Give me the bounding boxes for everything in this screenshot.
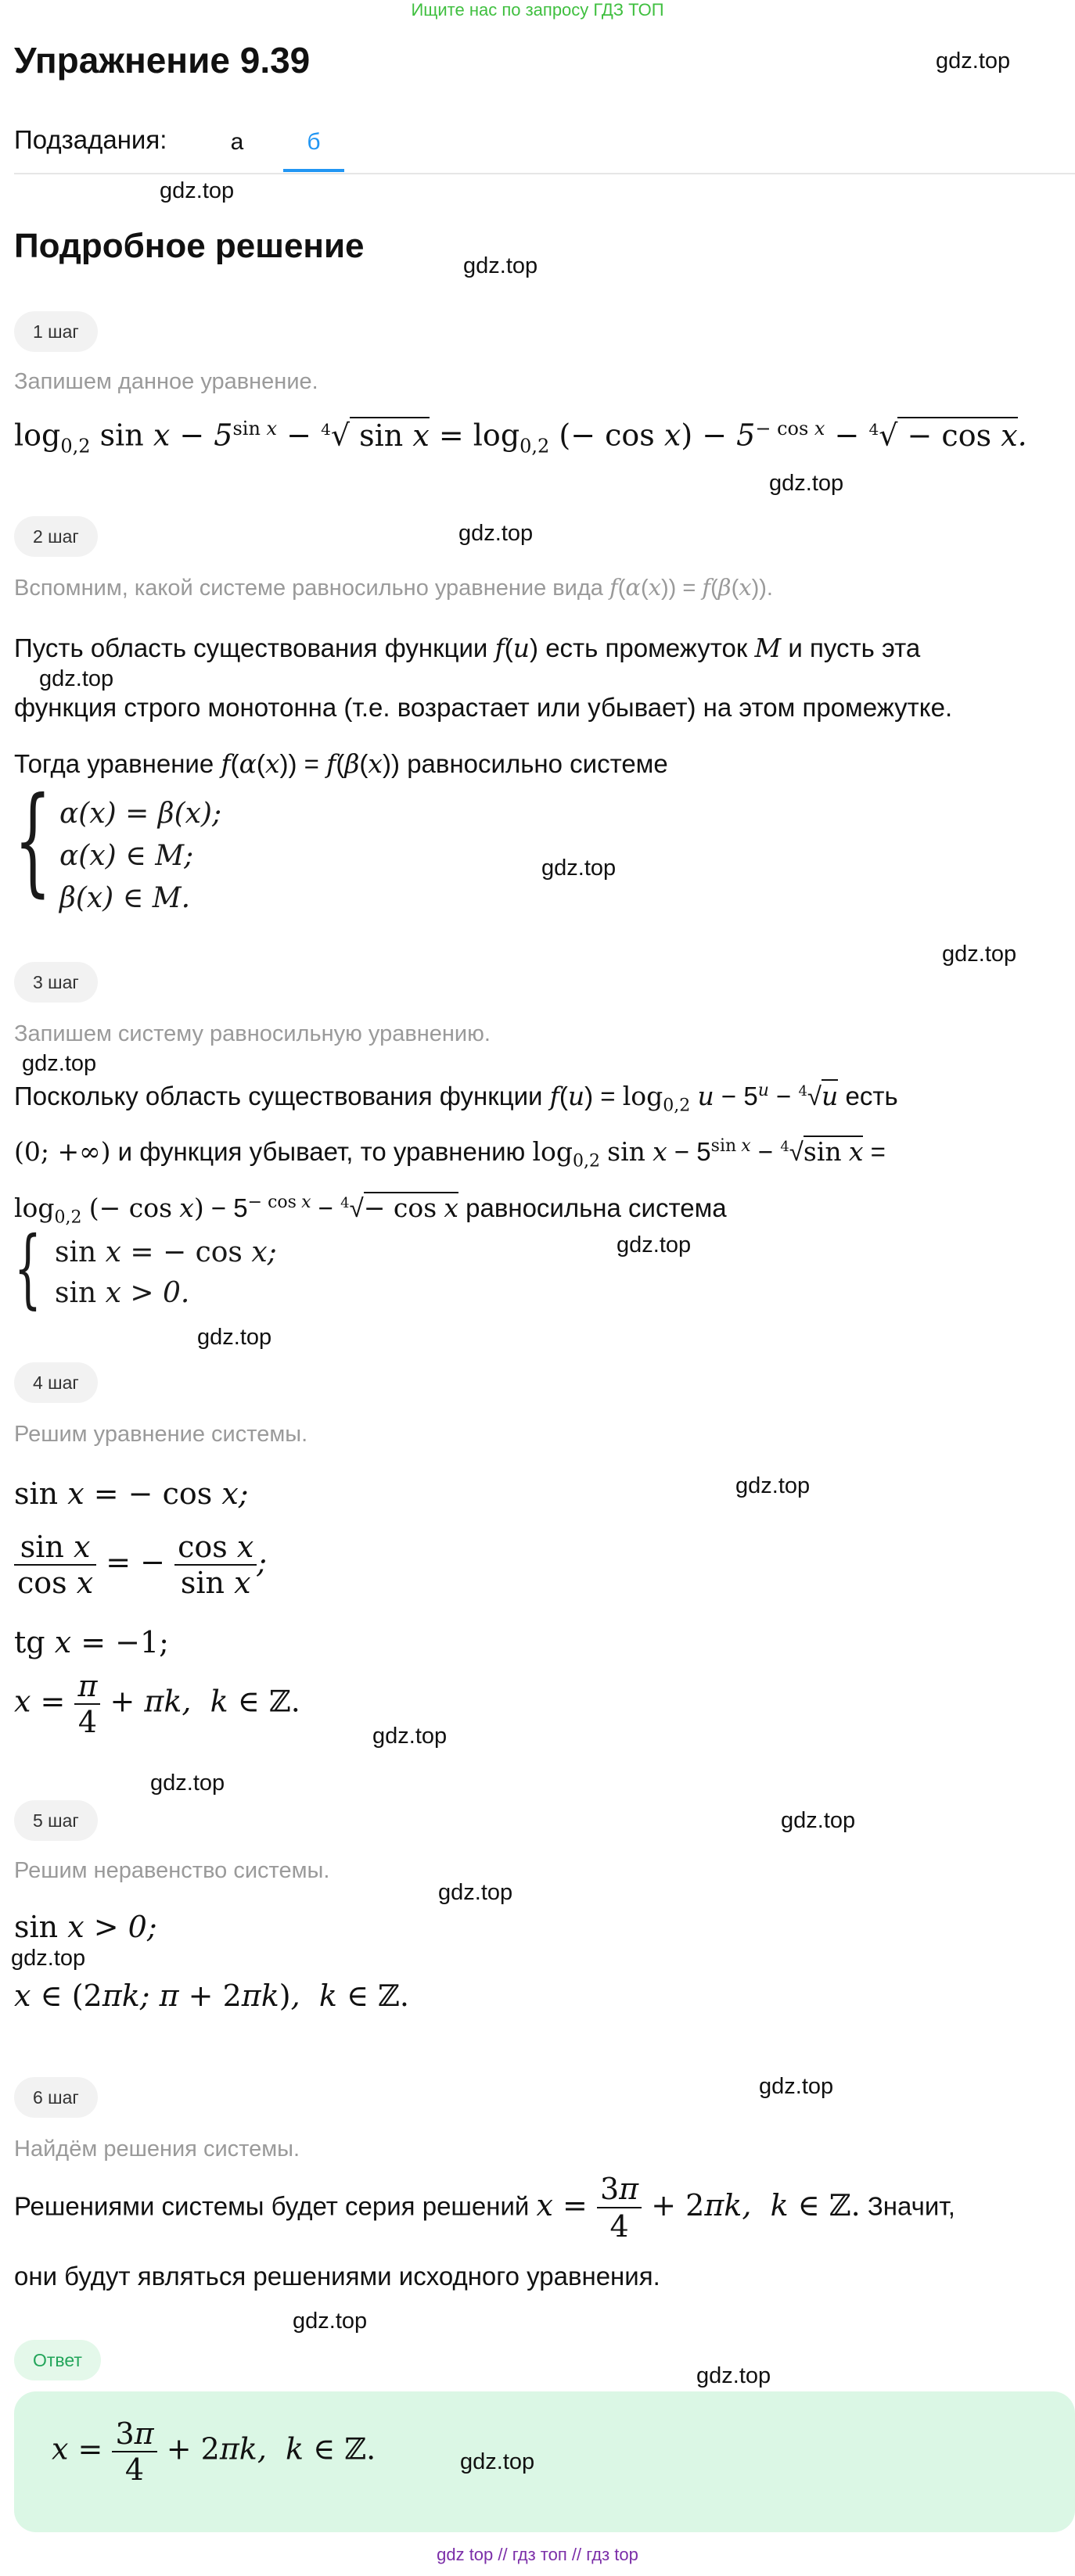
watermark: gdz.top (372, 1724, 448, 1749)
step-5-line-1: sin x > 0; (14, 1910, 157, 1944)
watermark: gdz.top (11, 1946, 86, 1971)
watermark: gdz.top (696, 2363, 771, 2388)
step-4-line-3: tg x = −1; (14, 1625, 169, 1659)
tab-subtask-a[interactable]: а (230, 129, 244, 155)
footer-links[interactable]: gdz top // гдз топ // гдз top (437, 2545, 638, 2564)
step-3-description: Запишем систему равносильную уравнению. (14, 1021, 491, 1046)
step-badge-2: 2 шаг (14, 516, 98, 557)
watermark: gdz.top (942, 942, 1017, 967)
step-2-paragraph-1b: функция строго монотонна (т.е. возрастает или убывает) на этом промежутке. (14, 693, 953, 722)
step-1-equation: $\log_{0,2} \sin x - 5^{sin x} - ^4√$ $\sin x = \log_{0,2}$ (− $\cos x) - 5^{- cos x} - ^4√ - \cos x$. (14, 418, 1027, 457)
watermark: gdz.top (197, 1325, 272, 1350)
step-6-paragraph-2: они будут являться решениями исходного уравнения. (14, 2262, 660, 2291)
step-badge-1: 1 шаг (14, 311, 98, 352)
step-5-description: Решим неравенство системы. (14, 1858, 330, 1883)
watermark: gdz.top (769, 471, 844, 496)
page-title: Упражнение 9.39 (14, 40, 311, 81)
step-4-line-1: sin x = − cos x; (14, 1476, 249, 1511)
section-title: Подробное решение (14, 227, 365, 265)
step-badge-6: 6 шаг (14, 2077, 98, 2118)
subtasks-label: Подзадания: (14, 125, 167, 154)
step-3-paragraph-3: $\log_{0,2}$ (− $\cos x) - 5^{- cos x} - ^4√- \cos x$ равносильна система (14, 1193, 727, 1228)
tab-subtask-b[interactable]: б (283, 117, 344, 172)
step-3-system: sin x = − cos x; sin x > 0. (55, 1236, 277, 1309)
watermark: gdz.top (160, 178, 235, 203)
watermark: gdz.top (617, 1232, 692, 1258)
step-6-description: Найдём решения системы. (14, 2137, 300, 2162)
answer-formula: x = $\frac{3\pi}{4}$ + 2πk, k ∈ ℤ. (52, 2416, 376, 2487)
system-brace: { (14, 773, 52, 909)
step-6-paragraph-1: Решениями системы будет серия решений x = $\frac{3\pi}{4}$ + 2πk, k ∈ ℤ. Значит, (14, 2172, 955, 2244)
watermark: gdz.top (460, 2449, 535, 2474)
step-2-paragraph-2: Тогда уравнение f(α(x)) = f(β(x)) равносильно системе (14, 748, 668, 779)
step-5-line-2: x ∈ (2πk; π + 2πk), k ∈ ℤ. (14, 1979, 409, 2013)
step-3-paragraph-1: Поскольку область существования функции $f(u) = \log_{0,2} u - 5^u - ^4√u$ есть (14, 1081, 898, 1116)
step-2-paragraph-1: Пусть область существования функции f(u) есть промежуток M и пусть эта (14, 633, 921, 663)
answer-badge: Ответ (14, 2340, 101, 2380)
watermark: gdz.top (458, 521, 534, 546)
watermark: gdz.top (150, 1771, 225, 1796)
step-3-paragraph-2: (0; +∞) и функция убывает, то уравнению $\log_{0,2} \sin x - 5^{sin x} - ^4√\sin$ x = (14, 1136, 886, 1171)
step-badge-5: 5 шаг (14, 1800, 98, 1841)
watermark: gdz.top (39, 666, 114, 691)
step-1-description: Запишем данное уравнение. (14, 369, 318, 394)
step-4-line-2: $\frac{\text{sin x}}{\text{cos x}}$ = − $\frac{\text{cos x}}{\text{sin x}}$ ; (14, 1530, 267, 1600)
watermark: gdz.top (541, 856, 617, 881)
watermark: gdz.top (293, 2309, 368, 2334)
system-brace: { (14, 1218, 41, 1318)
watermark: gdz.top (735, 1473, 811, 1498)
watermark: gdz.top (759, 2074, 834, 2099)
step-badge-4: 4 шаг (14, 1362, 98, 1403)
watermark: gdz.top (438, 1880, 513, 1905)
promo-banner[interactable]: Ищите нас по запросу ГДЗ ТОП (411, 0, 664, 20)
watermark: gdz.top (781, 1808, 856, 1833)
step-4-line-4: x = $\frac{\pi}{4}$ + πk, k ∈ ℤ. (14, 1669, 300, 1739)
watermark: gdz.top (22, 1051, 97, 1076)
step-2-system: α(x) = β(x); α(x) ∈ M; β(x) ∈ M. (59, 798, 222, 914)
step-4-description: Решим уравнение системы. (14, 1422, 308, 1447)
watermark: gdz.top (936, 48, 1011, 74)
tabs-divider (14, 173, 1075, 174)
watermark: gdz.top (463, 253, 538, 278)
step-badge-3: 3 шаг (14, 962, 98, 1003)
step-2-description: Вспомним, какой системе равносильно уравнение вида f(α(x)) = f(β(x)). (14, 574, 773, 601)
